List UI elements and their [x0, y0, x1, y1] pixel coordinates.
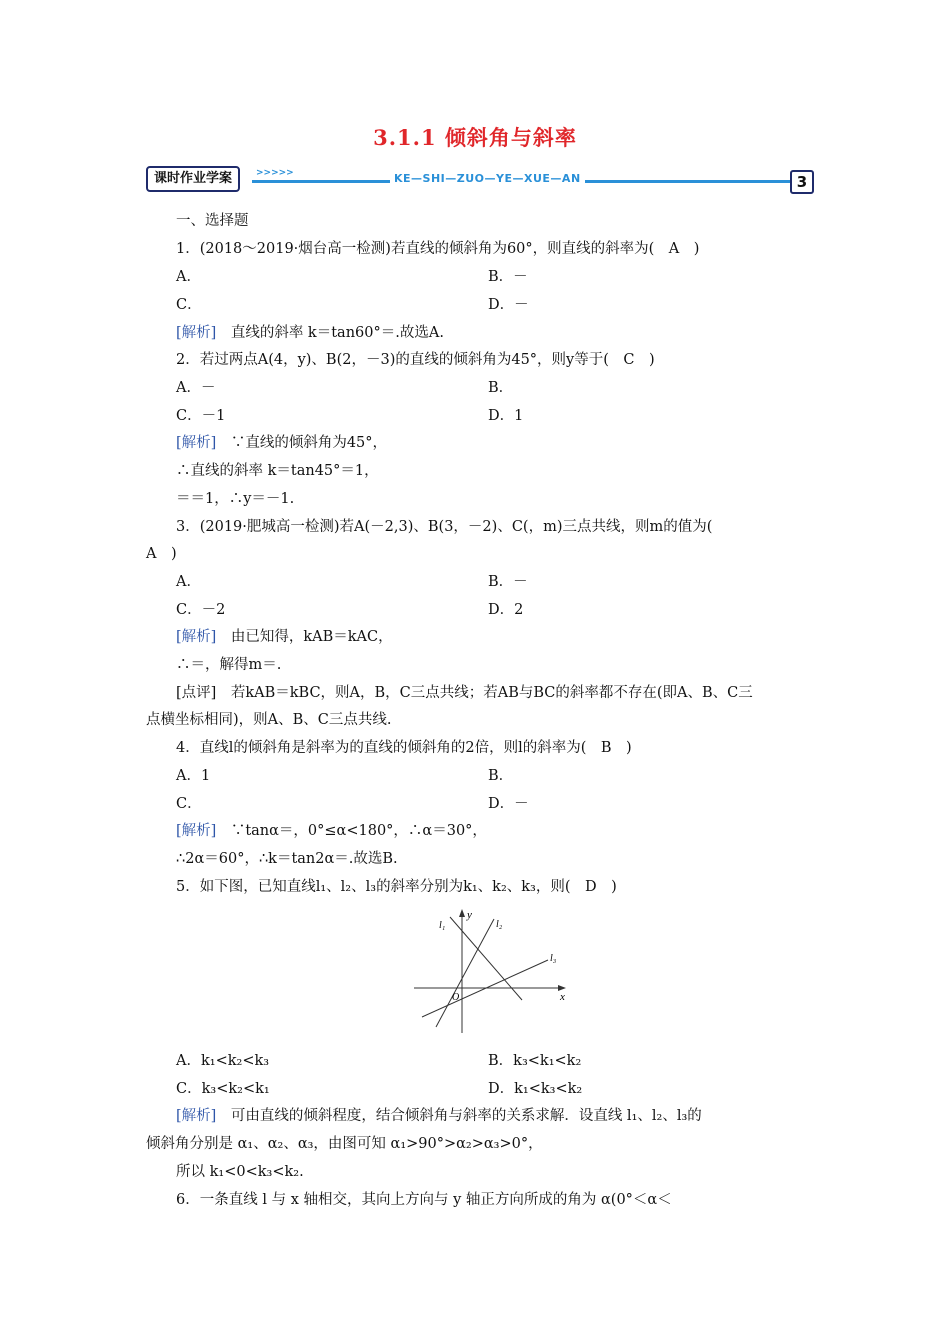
q1-option-c: C． — [176, 297, 202, 313]
q2-solution — [176, 434, 387, 452]
q2-solution-line2: ∴直线的斜率 k＝tan45°＝1， — [176, 463, 379, 479]
y-axis-arrow-icon — [459, 909, 465, 917]
q3-stem: 3．(2019·肥城高一检测)若A(－2,3)、B(3，－2)、C(，m)三点共线，则m的值为( — [176, 519, 713, 535]
q3-stem-continued: A ) — [146, 546, 177, 562]
q3-option-c: C．－2 — [176, 602, 226, 618]
q5-option-a: A．k₁<k₂<k₃ — [176, 1053, 270, 1069]
label-l1: l₁ — [439, 920, 446, 931]
q5-solution-tag: [解析] — [176, 1108, 217, 1124]
q3-option-b: B．－ — [488, 574, 528, 590]
q3-option-a: A． — [176, 574, 201, 590]
q2-option-c: C．－1 — [176, 408, 226, 424]
q4-option-a: A．1 — [176, 768, 211, 784]
q4-option-b: B． — [488, 768, 514, 784]
line-l2 — [436, 919, 494, 1027]
q6-stem: 6．一条直线 l 与 x 轴相交，其向上方向与 y 轴正方向所成的角为 α(0°＜α＜ — [176, 1192, 672, 1208]
q5-stem: 5．如下图，已知直线l₁、l₂、l₃的斜率分别为k₁、k₂、k₃，则( D ) — [176, 879, 617, 895]
q2-option-b: B． — [488, 380, 514, 396]
lines-figure — [410, 905, 575, 1035]
q1-solution-tag: [解析] — [176, 325, 217, 341]
q2-stem: 2．若过两点A(4，y)、B(2，－3)的直线的倾斜角为45°，则y等于( C ) — [176, 352, 655, 368]
q2-solution-line3: ＝＝1，∴y＝－1. — [176, 491, 295, 507]
banner-arrows: >>>>> — [256, 168, 294, 178]
q3-solution — [176, 628, 393, 646]
q4-solution — [176, 822, 487, 840]
q5-solution-line1: 可由直线的倾斜程度，结合倾斜角与斜率的关系求解．设直线 l₁、l₂、l₃的 — [216, 1108, 702, 1124]
section-heading: 一、选择题 — [176, 213, 249, 229]
q2-solution-line1: ∵直线的倾斜角为45°， — [216, 435, 388, 451]
q1-option-d: D．－ — [488, 297, 529, 313]
q2-solution-tag: [解析] — [176, 435, 217, 451]
q2-option-a: A．－ — [176, 380, 216, 396]
label-o: O — [452, 992, 460, 1003]
q3-solution-line1: 由已知得，kAB＝kAC， — [216, 629, 393, 645]
q2-option-d: D．1 — [488, 408, 524, 424]
q4-solution-line2: ∴2α＝60°，∴k＝tan2α＝.故选B. — [176, 851, 398, 867]
q4-option-c: C． — [176, 796, 202, 812]
q1-solution-text: 直线的斜率 k＝tan60°＝.故选A. — [216, 325, 444, 341]
section-banner — [146, 166, 814, 194]
q4-solution-line1: ∵tanα＝，0°≤α<180°，∴α＝30°， — [216, 823, 487, 839]
q5-solution — [176, 1107, 702, 1125]
q4-solution-tag: [解析] — [176, 823, 217, 839]
q4-stem: 4．直线l的倾斜角是斜率为的直线的倾斜角的2倍，则l的斜率为( B ) — [176, 740, 632, 756]
q1-option-b: B．－ — [488, 269, 528, 285]
q5-option-b: B．k₃<k₁<k₂ — [488, 1053, 582, 1069]
page-title: 3.1.1 倾斜角与斜率 — [373, 125, 577, 150]
label-l3: l₃ — [550, 953, 557, 964]
label-y: y — [467, 909, 472, 921]
q1-solution — [176, 324, 444, 342]
q1-option-a: A． — [176, 269, 201, 285]
label-l2: l₂ — [496, 919, 503, 930]
q5-solution-line3: 所以 k₁<0<k₃<k₂. — [176, 1164, 304, 1180]
banner-pinyin: KE—SHI—ZUO—YE—XUE—AN — [390, 172, 585, 185]
q3-note: [点评] 若kAB＝kBC，则A，B，C三点共线；若AB与BC的斜率都不存在(即A、B、C三 — [176, 685, 753, 701]
q5-option-c: C．k₃<k₂<k₁ — [176, 1081, 270, 1097]
q3-note-continued: 点横坐标相同)，则A、B、C三点共线. — [146, 712, 392, 728]
q4-option-d: D．－ — [488, 796, 529, 812]
label-x: x — [560, 991, 565, 1003]
q3-option-d: D．2 — [488, 602, 524, 618]
q3-solution-tag: [解析] — [176, 629, 217, 645]
q3-solution-line2: ∴＝，解得m＝. — [176, 657, 282, 673]
q5-solution-line2: 倾斜角分别是 α₁、α₂、α₃，由图可知 α₁>90°>α₂>α₃>0°， — [146, 1136, 543, 1152]
banner-tag: 课时作业学案 — [146, 166, 240, 192]
q1-stem: 1．(2018～2019·烟台高一检测)若直线的倾斜角为60°，则直线的斜率为( A ) — [176, 241, 700, 257]
q5-option-d: D．k₁<k₃<k₂ — [488, 1081, 583, 1097]
banner-number: 3 — [790, 170, 814, 194]
